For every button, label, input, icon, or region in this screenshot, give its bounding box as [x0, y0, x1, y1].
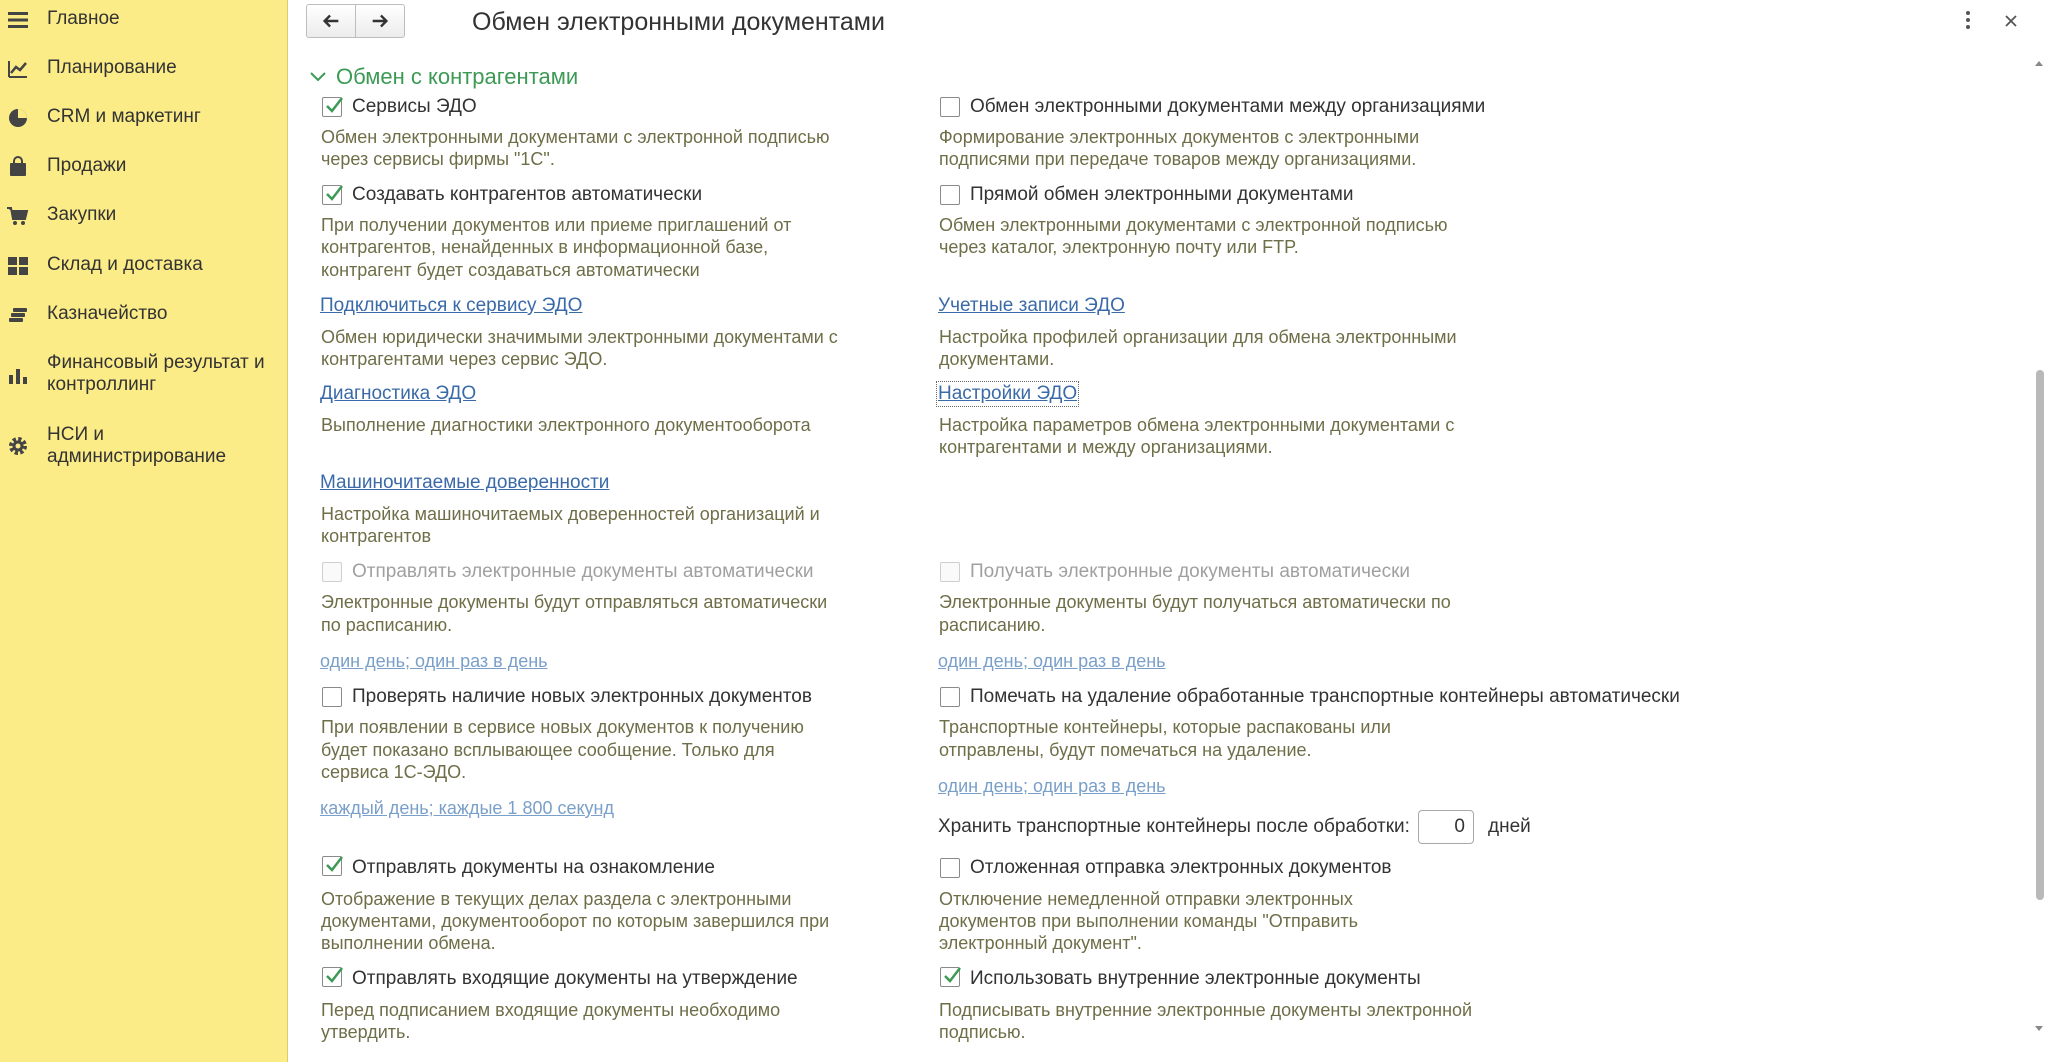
sidebar-item-warehouse[interactable]: [0, 252, 288, 278]
auto-counterparties-description-2: контрагентов, ненайденных в информационной базе,: [321, 237, 769, 257]
send-for-review-label[interactable]: Отправлять документы на ознакомление: [352, 857, 715, 878]
arrow-left-icon: [320, 10, 342, 32]
checkmark-icon: [942, 966, 962, 986]
deferred-send-label[interactable]: Отложенная отправка электронных документов: [970, 857, 1392, 878]
auto-counterparties-description-3: контрагент будет создаваться автоматически: [321, 260, 700, 280]
send-incoming-approval-checkbox[interactable]: [322, 967, 342, 987]
more-vertical-icon[interactable]: [1960, 8, 1976, 32]
checkmark-icon: [324, 966, 344, 986]
sidebar-item-label: Закупки: [47, 204, 117, 225]
send-for-review-description-2: документами, документооборот по которым завершился при: [321, 911, 830, 931]
edo-services-description: Обмен электронными документами с электронной подписью: [321, 127, 830, 147]
sidebar-item-label-line2: администрирование: [47, 446, 227, 467]
scrollbar-thumb[interactable]: [2036, 370, 2044, 900]
page-title: Обмен электронными документами: [472, 8, 885, 36]
edo-settings-description-2: контрагентами и между организациями.: [939, 437, 1273, 457]
sidebar-item-sales[interactable]: [0, 153, 288, 179]
sidebar-item-label: НСИ и: [47, 424, 104, 445]
direct-exchange-description: Обмен электронными документами с электронной подписью: [939, 215, 1448, 235]
sidebar-item-treasury[interactable]: [0, 301, 288, 327]
machine-readable-powers-description: Настройка машиночитаемых доверенностей организаций и: [321, 504, 820, 524]
between-orgs-label[interactable]: Обмен электронными документами между организациями: [970, 96, 1486, 117]
check-new-documents-checkbox[interactable]: [322, 687, 342, 707]
auto-send-description: Электронные документы будут отправляться автоматически: [321, 592, 828, 612]
shopping-bag-icon: [6, 155, 30, 179]
sidebar-item-label: Финансовый результат и: [47, 352, 265, 373]
send-for-review-description-3: выполнении обмена.: [321, 933, 496, 953]
edo-accounts-link[interactable]: Учетные записи ЭДО: [938, 295, 1125, 316]
edo-diagnostics-link[interactable]: Диагностика ЭДО: [320, 383, 477, 404]
shopping-cart-icon: [6, 204, 30, 228]
keep-containers-label: Хранить транспортные контейнеры после обработки:: [938, 816, 1410, 837]
edo-services-checkbox[interactable]: [322, 97, 342, 117]
internal-documents-description-2: подписью.: [939, 1022, 1026, 1042]
edo-services-description-2: через сервисы фирмы "1С".: [321, 149, 555, 169]
sidebar-item-financial-result[interactable]: [0, 352, 288, 400]
scroll-down-arrow-icon[interactable]: [2033, 1024, 2045, 1034]
coins-icon: [6, 303, 30, 327]
mark-delete-containers-checkbox[interactable]: [940, 687, 960, 707]
auto-receive-description-2: расписанию.: [939, 615, 1046, 635]
internal-documents-description: Подписывать внутренние электронные документы электронной: [939, 1000, 1473, 1020]
auto-counterparties-checkbox[interactable]: [322, 185, 342, 205]
edo-settings-link[interactable]: Настройки ЭДО: [938, 383, 1078, 404]
mark-delete-containers-description-2: отправлены, будут помечаться на удаление.: [939, 740, 1312, 760]
direct-exchange-checkbox[interactable]: [940, 185, 960, 205]
planning-chart-icon: [6, 57, 30, 81]
between-orgs-description-2: подписями при передаче товаров между организациями.: [939, 149, 1417, 169]
auto-send-checkbox[interactable]: [322, 562, 342, 582]
sidebar-item-main[interactable]: [0, 6, 288, 32]
direct-exchange-label[interactable]: Прямой обмен электронными документами: [970, 184, 1354, 205]
checkmark-icon: [324, 184, 344, 204]
send-for-review-checkbox[interactable]: [322, 856, 342, 876]
send-for-review-description: Отображение в текущих делах раздела с электронными: [321, 889, 792, 909]
section-header[interactable]: [308, 64, 578, 90]
auto-receive-label[interactable]: Получать электронные документы автоматически: [970, 561, 1411, 582]
sidebar-item-planning[interactable]: [0, 55, 288, 81]
sidebar-item-label: Казначейство: [47, 303, 168, 324]
internal-documents-label[interactable]: Использовать внутренние электронные документы: [970, 968, 1421, 989]
deferred-send-description-3: электронный документ".: [939, 933, 1142, 953]
mark-delete-containers-description: Транспортные контейнеры, которые распакованы или: [939, 717, 1391, 737]
close-icon[interactable]: [2000, 10, 2022, 32]
edo-diagnostics-description: Выполнение диагностики электронного документооборота: [321, 415, 811, 435]
auto-receive-schedule-link[interactable]: один день; один раз в день: [938, 651, 1166, 671]
check-new-documents-schedule-link[interactable]: каждый день; каждые 1 800 секунд: [320, 798, 615, 818]
between-orgs-description: Формирование электронных документов с электронными: [939, 127, 1420, 147]
back-button[interactable]: [306, 4, 356, 38]
pie-chart-icon: [6, 106, 30, 130]
keep-containers-unit: дней: [1488, 816, 1531, 837]
send-incoming-approval-description-2: утвердить.: [321, 1022, 411, 1042]
mark-delete-containers-label[interactable]: Помечать на удаление обработанные транспортные контейнеры автоматически: [970, 686, 1680, 707]
sidebar-item-purchases[interactable]: [0, 202, 288, 228]
machine-readable-powers-link[interactable]: Машиночитаемые доверенности: [320, 472, 610, 493]
between-orgs-checkbox[interactable]: [940, 97, 960, 117]
gear-icon: [6, 434, 30, 458]
connect-edo-link[interactable]: Подключиться к сервису ЭДО: [320, 295, 583, 316]
checkmark-icon: [324, 96, 344, 116]
deferred-send-description-2: документов при выполнении команды "Отправить: [939, 911, 1359, 931]
edo-services-label[interactable]: Сервисы ЭДО: [352, 96, 477, 117]
check-new-documents-description-3: сервиса 1С-ЭДО.: [321, 762, 467, 782]
scroll-up-arrow-icon[interactable]: [2033, 58, 2045, 68]
edo-accounts-description-2: документами.: [939, 349, 1055, 369]
internal-documents-checkbox[interactable]: [940, 967, 960, 987]
mark-delete-schedule-link[interactable]: один день; один раз в день: [938, 776, 1166, 796]
sidebar-item-label-line2: контроллинг: [47, 374, 157, 395]
check-new-documents-description-2: будет показано всплывающее сообщение. Только для: [321, 740, 775, 760]
connect-edo-description-2: контрагентами через сервис ЭДО.: [321, 349, 608, 369]
send-incoming-approval-label[interactable]: Отправлять входящие документы на утверждение: [352, 968, 798, 989]
direct-exchange-description-2: через каталог, электронную почту или FTP.: [939, 237, 1299, 257]
edo-settings-description: Настройка параметров обмена электронными документами с: [939, 415, 1455, 435]
check-new-documents-label[interactable]: Проверять наличие новых электронных документов: [352, 686, 812, 707]
edo-accounts-description: Настройка профилей организации для обмена электронными: [939, 327, 1457, 347]
section-title: Обмен с контрагентами: [336, 64, 579, 89]
auto-send-description-2: по расписанию.: [321, 615, 453, 635]
deferred-send-description: Отключение немедленной отправки электронных: [939, 889, 1353, 909]
keep-containers-days-input[interactable]: [1418, 810, 1474, 844]
connect-edo-description: Обмен юридически значимыми электронными документами с: [321, 327, 838, 347]
forward-button[interactable]: [355, 4, 405, 38]
auto-send-label[interactable]: Отправлять электронные документы автоматически: [352, 561, 814, 582]
bar-chart-icon: [6, 363, 30, 387]
chevron-down-icon: [308, 67, 328, 87]
auto-send-schedule-link[interactable]: один день; один раз в день: [320, 651, 548, 671]
auto-receive-checkbox[interactable]: [940, 562, 960, 582]
sidebar-item-label: Планирование: [47, 57, 177, 78]
checkmark-icon: [324, 855, 344, 875]
sidebar-item-label: CRM и маркетинг: [47, 106, 201, 127]
check-new-documents-description: При появлении в сервисе новых документов к получению: [321, 717, 804, 737]
auto-counterparties-description: При получении документов или приеме приглашений от: [321, 215, 792, 235]
machine-readable-powers-description-2: контрагентов: [321, 526, 432, 546]
arrow-right-icon: [369, 10, 391, 32]
sidebar-item-label: Склад и доставка: [47, 254, 203, 275]
send-incoming-approval-description: Перед подписанием входящие документы необходимо: [321, 1000, 781, 1020]
auto-receive-description: Электронные документы будут получаться автоматически по: [939, 592, 1451, 612]
sidebar: [0, 0, 288, 1062]
sidebar-item-label: Продажи: [47, 155, 127, 176]
warehouse-grid-icon: [6, 254, 30, 278]
sidebar-item-label: Главное: [47, 8, 120, 29]
deferred-send-checkbox[interactable]: [940, 858, 960, 878]
auto-counterparties-label[interactable]: Создавать контрагентов автоматически: [352, 184, 703, 205]
sidebar-item-nsi-admin[interactable]: [0, 424, 288, 472]
sidebar-item-crm[interactable]: [0, 104, 288, 130]
menu-lines-icon: [6, 8, 30, 32]
